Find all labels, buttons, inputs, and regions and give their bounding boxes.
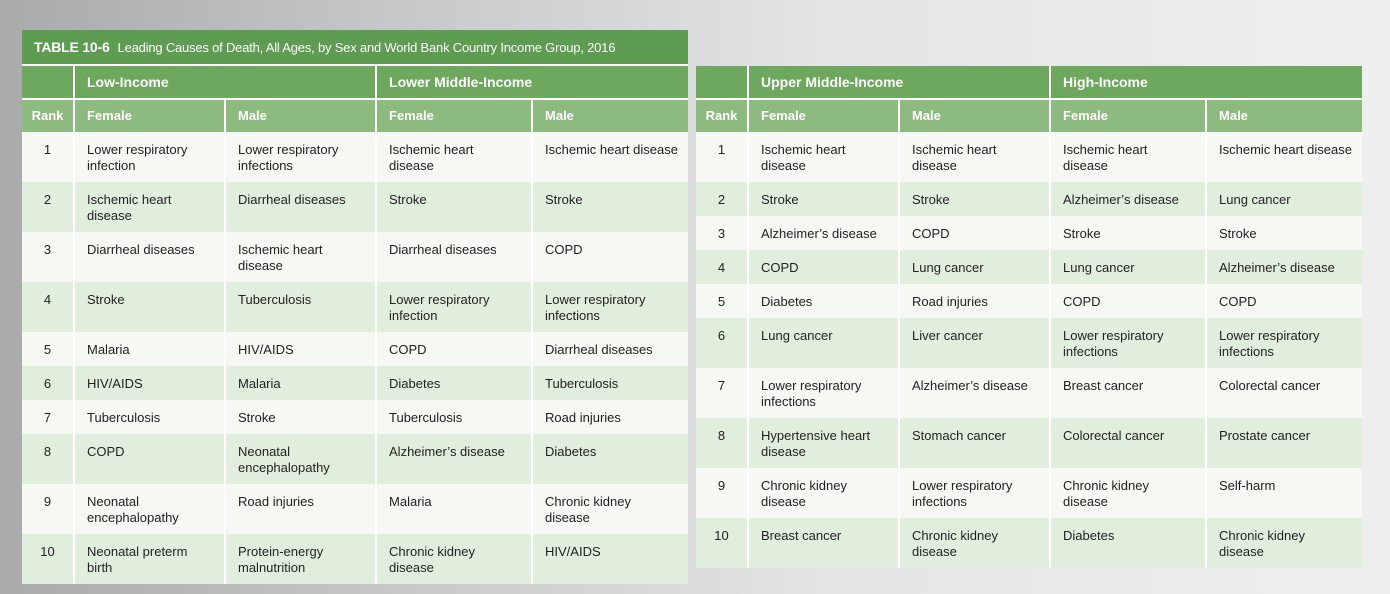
table-row (22, 366, 688, 400)
table-row (696, 318, 1362, 368)
cause-cell: COPD (376, 332, 532, 366)
cause-cell: Hypertensive heart disease (748, 418, 899, 468)
cause-cell: Stroke (1206, 216, 1362, 250)
cause-cell: Alzheimer’s disease (1050, 182, 1206, 216)
cause-cell: Stomach cancer (899, 418, 1050, 468)
left-table-panel (22, 30, 688, 584)
column-header: Male (899, 99, 1050, 132)
cause-cell: Malaria (376, 484, 532, 534)
rank-cell: 10 (22, 534, 74, 584)
cause-cell: Diabetes (376, 366, 532, 400)
cause-cell: Ischemic heart disease (225, 232, 376, 282)
rank-cell: 9 (22, 484, 74, 534)
table-row (22, 232, 688, 282)
cause-cell: Breast cancer (1050, 368, 1206, 418)
rank-cell: 4 (696, 250, 748, 284)
cause-cell: Lower respiratory infections (225, 132, 376, 182)
cause-cell: COPD (899, 216, 1050, 250)
rank-cell: 5 (22, 332, 74, 366)
cause-cell: Lung cancer (1206, 182, 1362, 216)
rank-cell: 6 (696, 318, 748, 368)
cause-cell: Lung cancer (899, 250, 1050, 284)
rank-cell: 7 (696, 368, 748, 418)
cause-cell: Neonatal encephalopathy (74, 484, 225, 534)
column-header: Female (74, 99, 225, 132)
cause-cell: Stroke (899, 182, 1050, 216)
table-row (22, 132, 688, 182)
cause-cell: Chronic kidney disease (376, 534, 532, 584)
rank-cell: 9 (696, 468, 748, 518)
group-header-blank (696, 66, 748, 99)
column-header: Rank (22, 99, 74, 132)
group-header: High-Income (1050, 66, 1362, 99)
column-header: Female (748, 99, 899, 132)
rank-cell: 5 (696, 284, 748, 318)
cause-cell: Tuberculosis (74, 400, 225, 434)
rank-cell: 4 (22, 282, 74, 332)
rank-cell: 8 (22, 434, 74, 484)
cause-cell: Neonatal preterm birth (74, 534, 225, 584)
cause-cell: Alzheimer’s disease (899, 368, 1050, 418)
cause-cell: Chronic kidney disease (899, 518, 1050, 568)
cause-cell: Stroke (532, 182, 688, 232)
group-header: Upper Middle-Income (748, 66, 1050, 99)
cause-cell: Liver cancer (899, 318, 1050, 368)
table-row (696, 182, 1362, 216)
cause-cell: Chronic kidney disease (532, 484, 688, 534)
table-row (696, 216, 1362, 250)
table-row (22, 182, 688, 232)
cause-cell: COPD (74, 434, 225, 484)
cause-cell: Stroke (74, 282, 225, 332)
table-row (22, 332, 688, 366)
cause-cell: Diarrheal diseases (532, 332, 688, 366)
cause-cell: Diarrheal diseases (74, 232, 225, 282)
left-table-body (22, 132, 688, 584)
cause-cell: Alzheimer’s disease (376, 434, 532, 484)
cause-cell: Protein-energy malnutrition (225, 534, 376, 584)
table-title-bar (22, 30, 688, 66)
rank-cell: 1 (22, 132, 74, 182)
cause-cell: Ischemic heart disease (899, 132, 1050, 182)
table-row (22, 534, 688, 584)
right-table (696, 66, 1362, 568)
table-row (22, 484, 688, 534)
table-number: TABLE 10-6 (34, 39, 110, 55)
table-row (696, 468, 1362, 518)
rank-cell: 1 (696, 132, 748, 182)
cause-cell: Chronic kidney disease (1050, 468, 1206, 518)
column-header: Female (1050, 99, 1206, 132)
table-row (696, 250, 1362, 284)
cause-cell: Diabetes (1050, 518, 1206, 568)
group-header: Lower Middle-Income (376, 66, 688, 99)
cause-cell: Ischemic heart disease (1206, 132, 1362, 182)
rank-cell: 10 (696, 518, 748, 568)
cause-cell: Lower respiratory infection (74, 132, 225, 182)
cause-cell: Ischemic heart disease (748, 132, 899, 182)
table-row (22, 434, 688, 484)
cause-cell: Diarrheal diseases (225, 182, 376, 232)
group-header-row (22, 66, 688, 99)
cause-cell: Lower respiratory infection (376, 282, 532, 332)
cause-cell: Stroke (376, 182, 532, 232)
cause-cell: Lung cancer (748, 318, 899, 368)
cause-cell: COPD (1206, 284, 1362, 318)
cause-cell: Tuberculosis (376, 400, 532, 434)
cause-cell: Ischemic heart disease (376, 132, 532, 182)
column-header-row (22, 99, 688, 132)
table-row (696, 284, 1362, 318)
table-row (696, 518, 1362, 568)
column-header: Female (376, 99, 532, 132)
cause-cell: Road injuries (225, 484, 376, 534)
rank-cell: 8 (696, 418, 748, 468)
rank-cell: 3 (22, 232, 74, 282)
cause-cell: Lower respiratory infections (899, 468, 1050, 518)
group-header: Low-Income (74, 66, 376, 99)
cause-cell: Neonatal encephalopathy (225, 434, 376, 484)
table-row (696, 418, 1362, 468)
cause-cell: Colorectal cancer (1206, 368, 1362, 418)
rank-cell: 6 (22, 366, 74, 400)
cause-cell: Lung cancer (1050, 250, 1206, 284)
cause-cell: Alzheimer’s disease (748, 216, 899, 250)
cause-cell: Lower respiratory infections (532, 282, 688, 332)
cause-cell: HIV/AIDS (532, 534, 688, 584)
cause-cell: Stroke (748, 182, 899, 216)
cause-cell: Breast cancer (748, 518, 899, 568)
cause-cell: Stroke (225, 400, 376, 434)
table-row (696, 132, 1362, 182)
cause-cell: Lower respiratory infections (748, 368, 899, 418)
cause-cell: Diabetes (532, 434, 688, 484)
cause-cell: Tuberculosis (225, 282, 376, 332)
cause-cell: Tuberculosis (532, 366, 688, 400)
cause-cell: HIV/AIDS (74, 366, 225, 400)
cause-cell: Alzheimer’s disease (1206, 250, 1362, 284)
cause-cell: COPD (1050, 284, 1206, 318)
rank-cell: 3 (696, 216, 748, 250)
rank-cell: 7 (22, 400, 74, 434)
cause-cell: Ischemic heart disease (532, 132, 688, 182)
cause-cell: Self-harm (1206, 468, 1362, 518)
cause-cell: Lower respiratory infections (1050, 318, 1206, 368)
column-header: Male (1206, 99, 1362, 132)
column-header: Rank (696, 99, 748, 132)
cause-cell: Ischemic heart disease (74, 182, 225, 232)
cause-cell: COPD (748, 250, 899, 284)
cause-cell: Stroke (1050, 216, 1206, 250)
column-header-row (696, 99, 1362, 132)
cause-cell: Diarrheal diseases (376, 232, 532, 282)
cause-cell: Road injuries (899, 284, 1050, 318)
group-header-blank (22, 66, 74, 99)
column-header: Male (225, 99, 376, 132)
table-row (22, 400, 688, 434)
cause-cell: Lower respiratory infections (1206, 318, 1362, 368)
cause-cell: Colorectal cancer (1050, 418, 1206, 468)
cause-cell: Malaria (225, 366, 376, 400)
table-row (22, 282, 688, 332)
right-table-body (696, 132, 1362, 568)
cause-cell: COPD (532, 232, 688, 282)
cause-cell: Malaria (74, 332, 225, 366)
rank-cell: 2 (22, 182, 74, 232)
cause-cell: Ischemic heart disease (1050, 132, 1206, 182)
cause-cell: Chronic kidney disease (1206, 518, 1362, 568)
cause-cell: Diabetes (748, 284, 899, 318)
cause-cell: HIV/AIDS (225, 332, 376, 366)
left-table (22, 66, 688, 584)
table-title: Leading Causes of Death, All Ages, by Sex and World Bank Country Income Group, 2016 (117, 39, 616, 55)
column-header: Male (532, 99, 688, 132)
table-row (696, 368, 1362, 418)
rank-cell: 2 (696, 182, 748, 216)
right-table-panel (696, 66, 1362, 568)
cause-cell: Chronic kidney disease (748, 468, 899, 518)
group-header-row (696, 66, 1362, 99)
cause-cell: Prostate cancer (1206, 418, 1362, 468)
cause-cell: Road injuries (532, 400, 688, 434)
